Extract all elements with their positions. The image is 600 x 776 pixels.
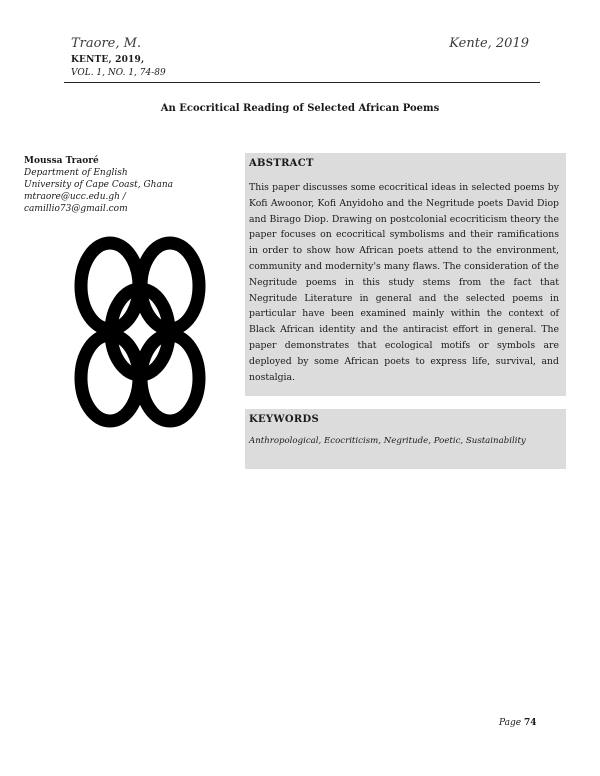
page-label: Page [499,718,522,728]
keywords-heading: KEYWORDS [249,414,319,425]
interlocking-rings-adinkra-icon [74,235,206,429]
page-number [499,718,537,728]
article-title: An Ecocritical Reading of Selected African Poems [160,103,440,114]
journal-name: KENTE, 2019, [71,55,145,65]
author-email-secondary: camillio73@gmail.com [24,204,128,214]
keywords-text: Anthropological, Ecocriticism, Negritude, Poetic, Sustainability [249,436,526,446]
running-head-journal: Kente, 2019 [449,36,529,51]
author-email-primary: mtraore@ucc.edu.gh / [24,192,126,202]
keywords-box [245,409,566,469]
header-rule [64,82,540,83]
page-number-value: 74 [523,718,537,728]
volume-info: VOL. 1, NO. 1, 74-89 [71,68,166,78]
author-university: University of Cape Coast, Ghana [24,180,173,190]
abstract-text: This paper discusses some ecocritical ideas in selected poems by Kofi Awoonor, Kofi Anyidoho and the Negritude poets David Diop and Birago Diop. Drawing on postcolonial ecocriticism theory the paper focuses on ecocritical symbolisms and their ramifications in order to show how African poets attend to the environment, community and modernity's many flaws. The consideration of the Negritude poems in this study stems from the fact that Negritude Literature in general and the selected poems in particular have been examined mainly within the context of Black African identity and the antiracist effort in general. The paper demonstrates that ecological motifs or symbols are deployed by some African poets to express life, survival, and nostalgia. [249,182,559,383]
author-department: Department of English [24,168,128,178]
abstract-heading: ABSTRACT [249,158,314,169]
running-head-author: Traore, M. [71,36,142,51]
abstract-box [245,153,566,396]
author-block [24,155,173,215]
author-name: Moussa Traoré [24,156,99,166]
